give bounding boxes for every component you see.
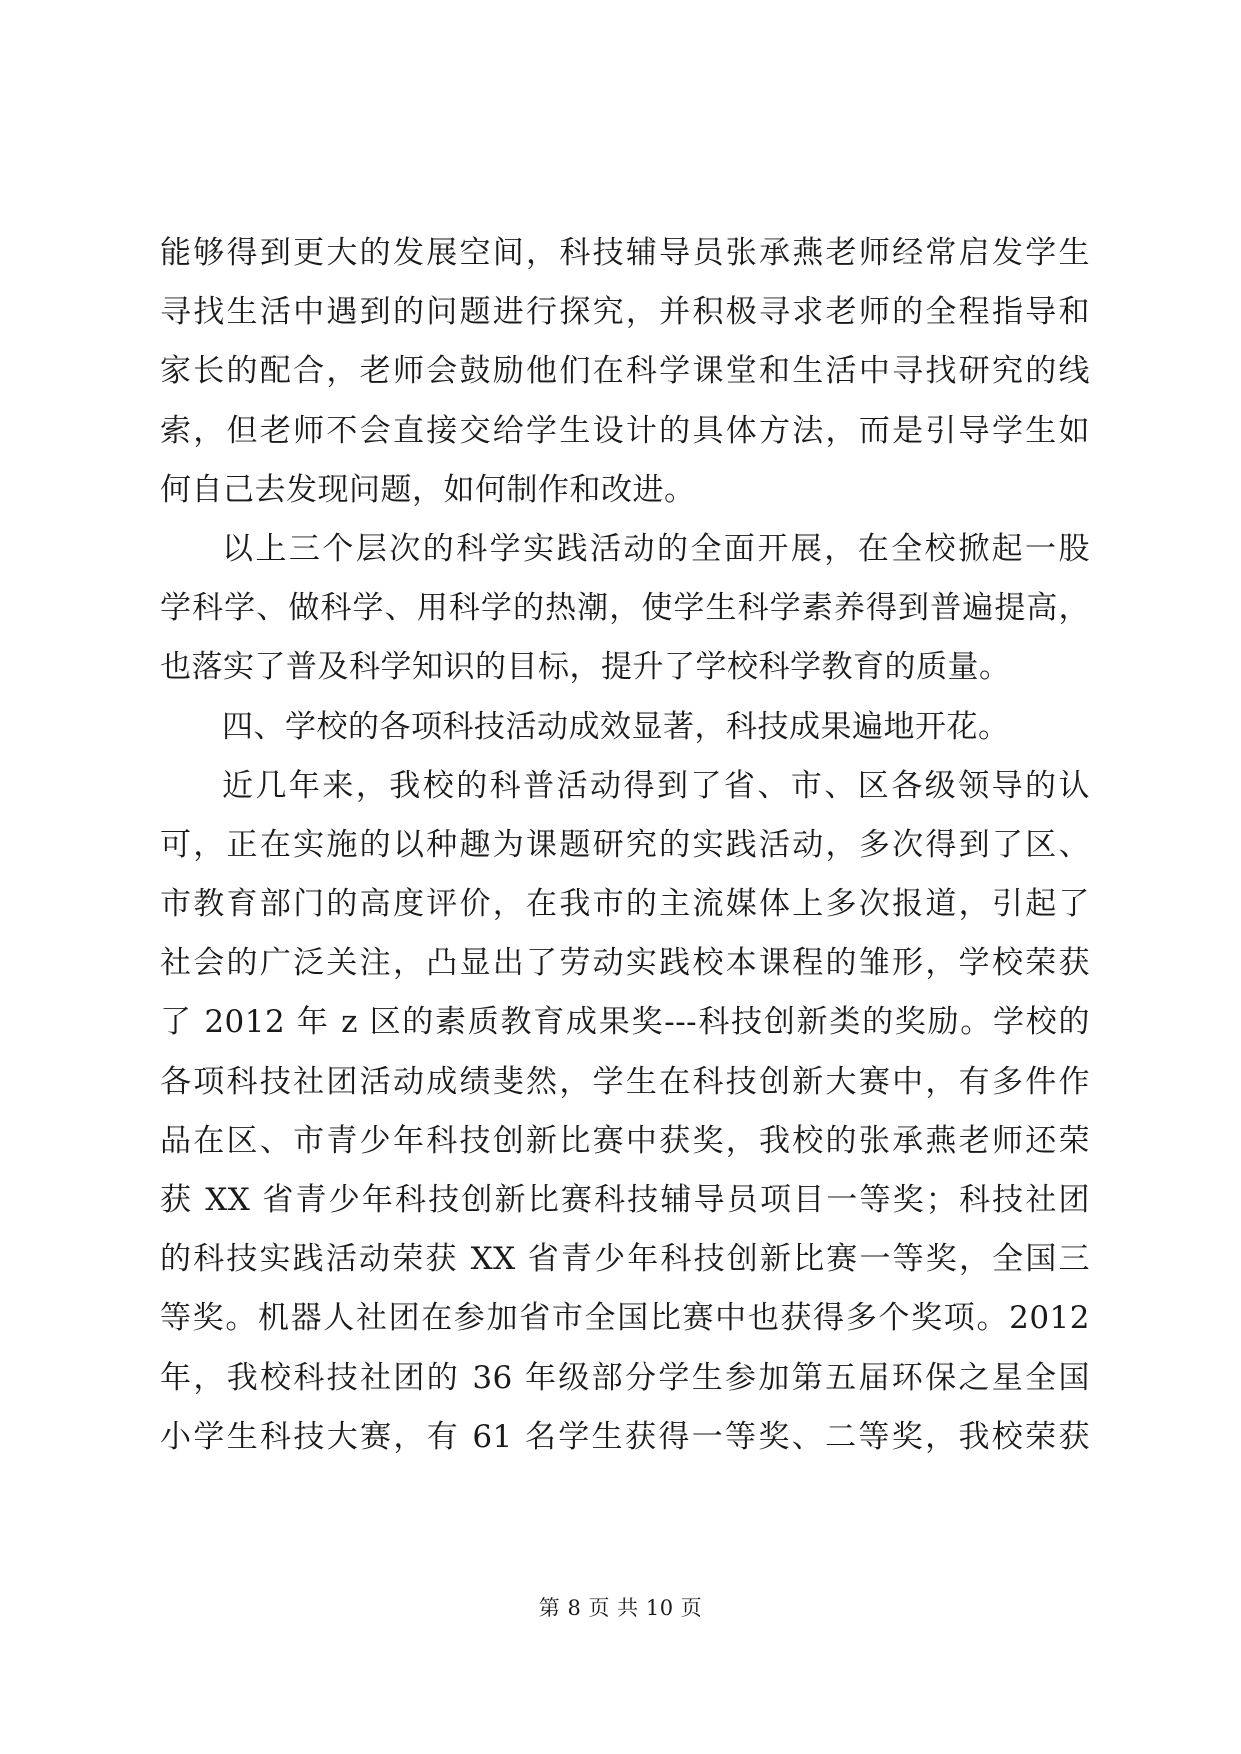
- text-line: 何自己去发现问题，如何制作和改进。: [160, 471, 696, 508]
- text-line: 获 XX 省青少年科技创新比赛科技辅导员项目一等奖；科技社团: [160, 1182, 1090, 1218]
- text-line: 近几年来，我校的科普活动得到了省、市、区各级领导的认: [222, 767, 1090, 804]
- text-line: 寻找生活中遇到的问题进行探究，并积极寻求老师的全程指导和: [160, 294, 1090, 331]
- text-line: 各项科技社团活动成绩斐然，学生在科技创新大赛中，有多件作: [160, 1063, 1090, 1100]
- page-number-footer: 第 8 页 共 10 页: [538, 1596, 703, 1620]
- text-line: 市教育部门的高度评价，在我市的主流媒体上多次报道，引起了: [160, 886, 1090, 923]
- section-heading: 四、学校的各项科技活动成效显著，科技成果遍地开花。: [222, 708, 1010, 745]
- text-line: 家长的配合，老师会鼓励他们在科学课堂和生活中寻找研究的线: [160, 353, 1090, 390]
- text-line: 小学生科技大赛，有 61 名学生获得一等奖、二等奖，我校荣获: [160, 1418, 1090, 1455]
- text-line: 学科学、做科学、用科学的热潮，使学生科学素养得到普遍提高，: [160, 590, 1090, 627]
- text-line: 品在区、市青少年科技创新比赛中获奖，我校的张承燕老师还荣: [160, 1122, 1090, 1159]
- text-line: 可，正在实施的以种趣为课题研究的实践活动，多次得到了区、: [160, 826, 1090, 863]
- body-text: [160, 224, 1090, 1467]
- text-line: 索，但老师不会直接交给学生设计的具体方法，而是引导学生如: [160, 412, 1090, 449]
- text-line: 年，我校科技社团的 36 年级部分学生参加第五届环保之星全国: [160, 1359, 1090, 1396]
- text-line: 以上三个层次的科学实践活动的全面开展，在全校掀起一股: [222, 530, 1090, 567]
- text-line: 社会的广泛关注，凸显出了劳动实践校本课程的雏形，学校荣获: [160, 945, 1090, 982]
- text-line: 也落实了普及科学知识的目标，提升了学校科学教育的质量。: [160, 649, 1011, 686]
- text-line: 了 2012 年 z 区的素质教育成果奖---科技创新类的奖励。学校的: [160, 1004, 1090, 1041]
- text-line: 能够得到更大的发展空间，科技辅导员张承燕老师经常启发学生: [160, 235, 1090, 271]
- text-line: 的科技实践活动荣获 XX 省青少年科技创新比赛一等奖，全国三: [160, 1241, 1090, 1278]
- text-line: 等奖。机器人社团在参加省市全国比赛中也获得多个奖项。2012: [160, 1300, 1090, 1337]
